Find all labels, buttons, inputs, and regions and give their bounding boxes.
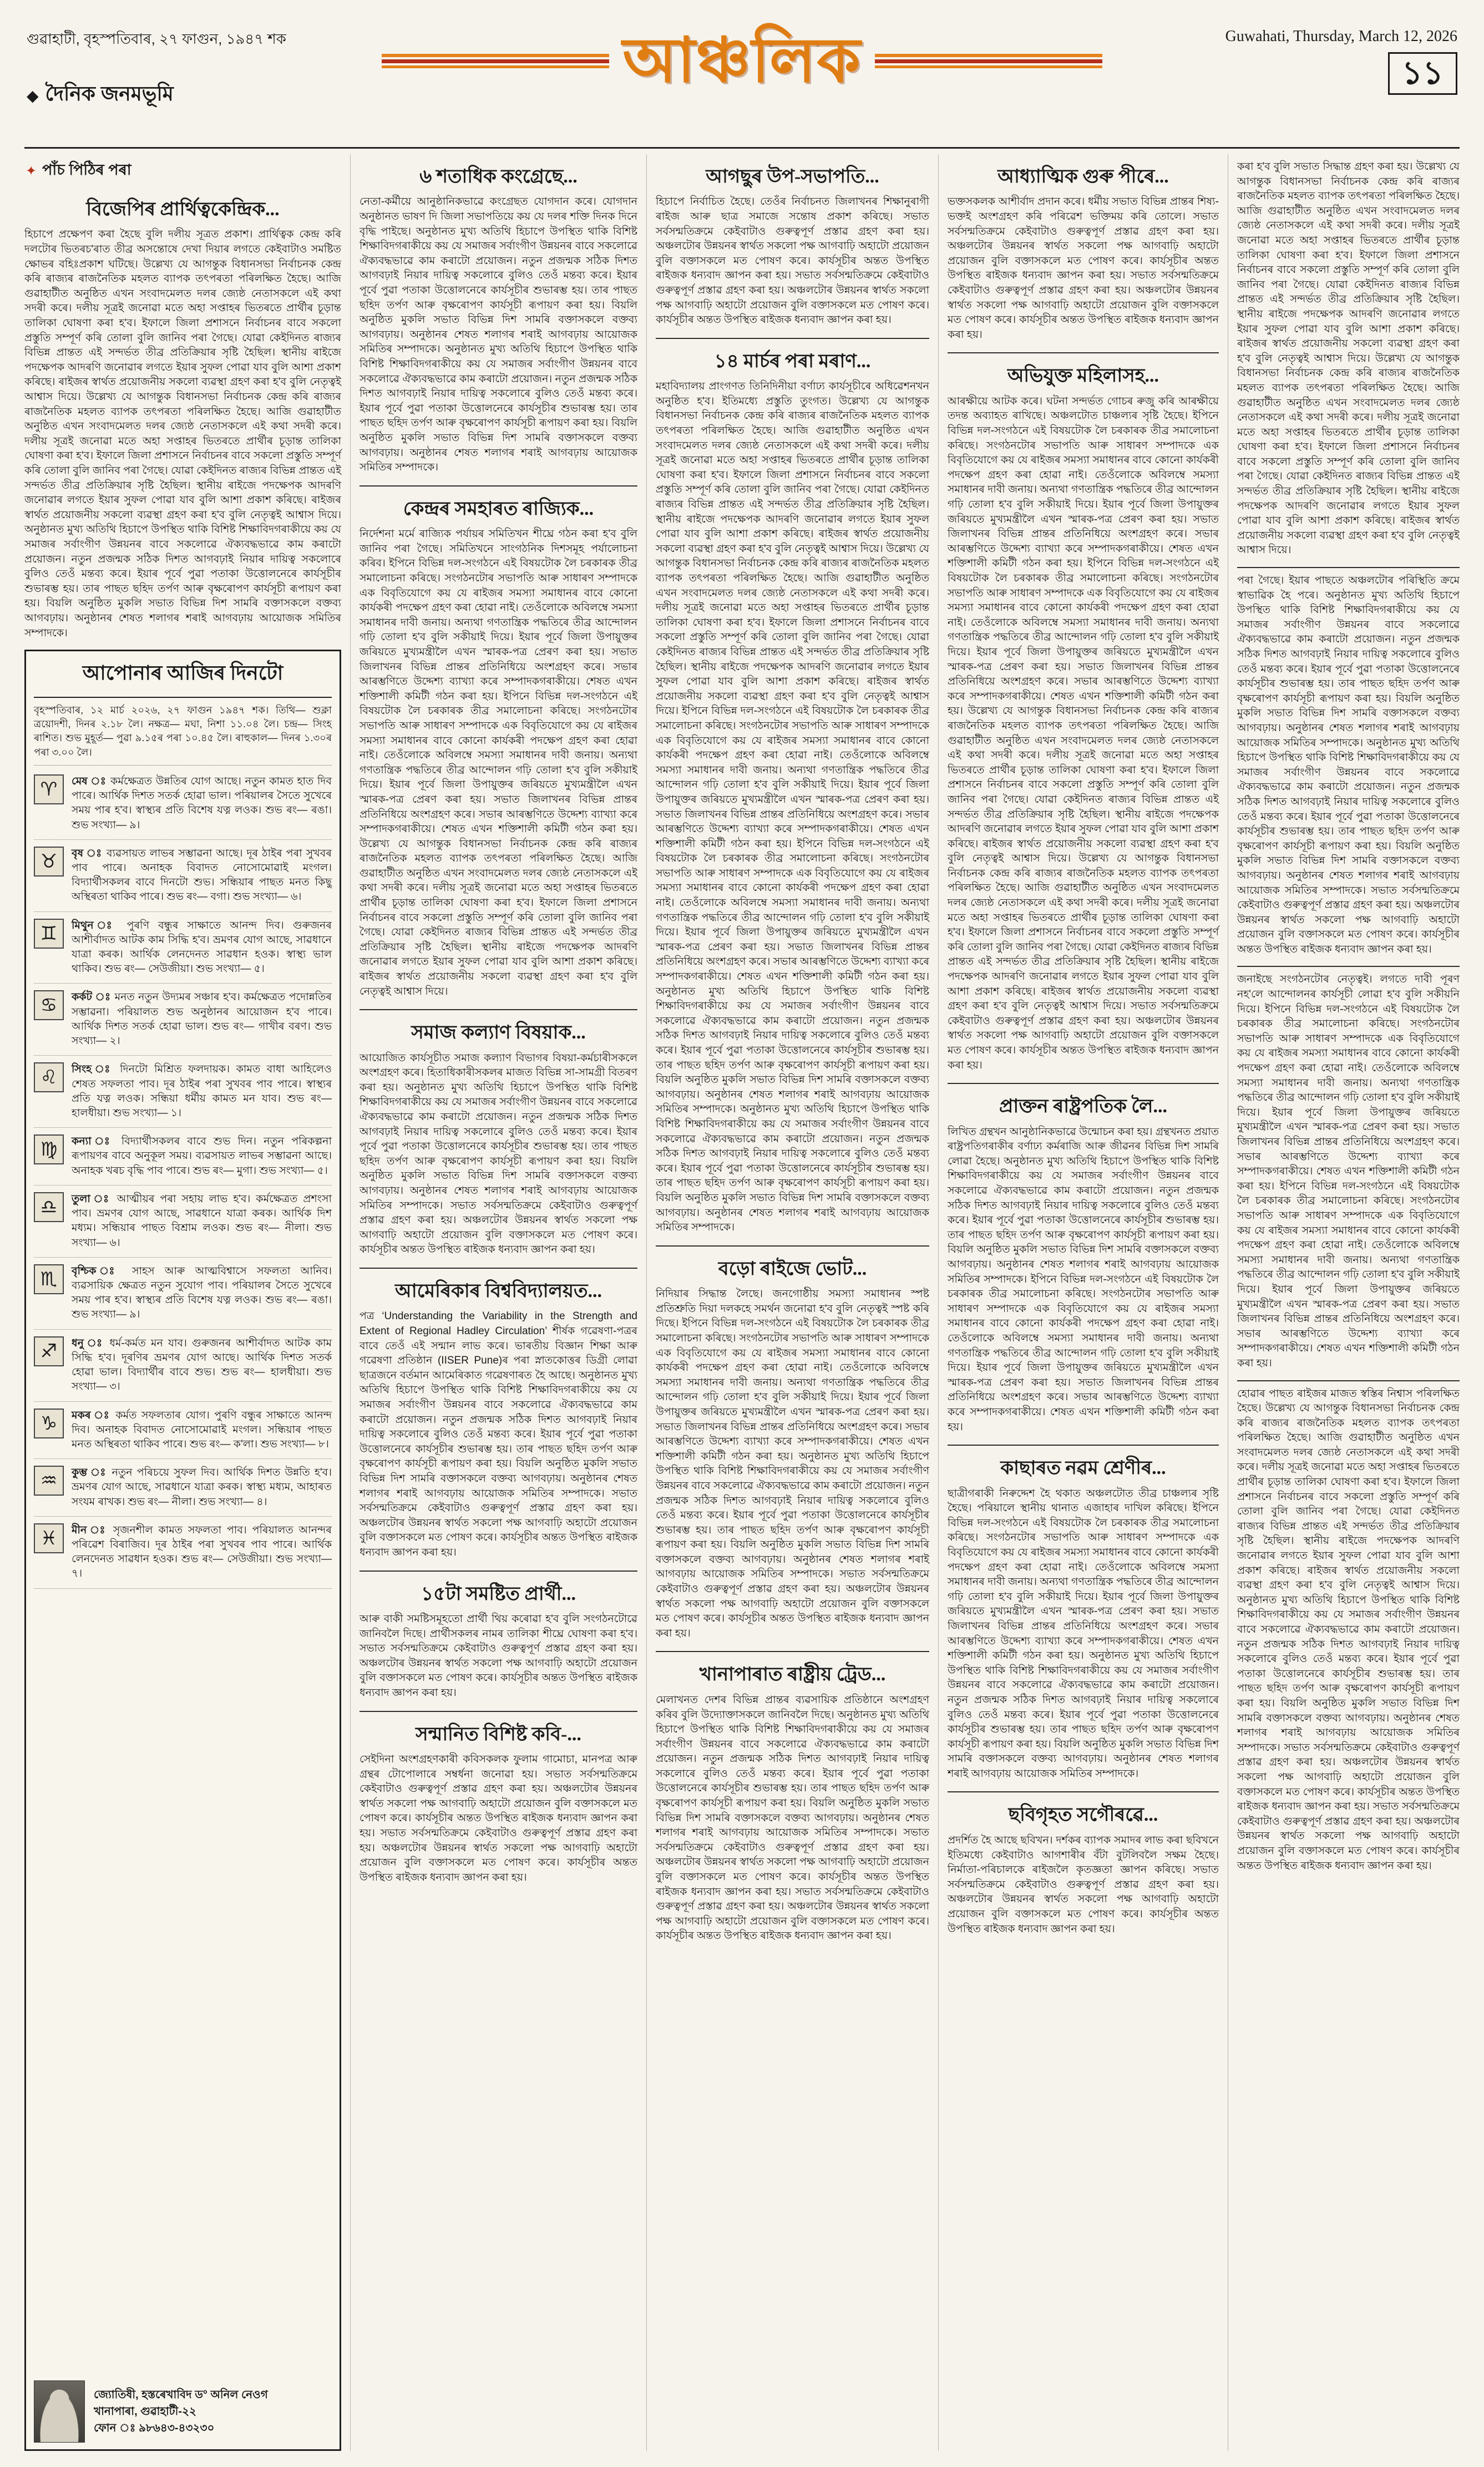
sign-text: ধনু ঃ ধৰ্ম-কৰ্মত মন যাব। গুৰুজনৰ আশীৰ্বাদত আটক কাম সিদ্ধি হ'ব। দূৰণিৰ ভ্ৰমণৰ যোগ আছে। আৰ্থিক দিশত সতৰ্ক হোৱা ভাল। বিদ্যাৰ্থীৰ বাবে শুভ। শুভ ৰং— হালধীয়া। শুভ সংখ্যা— ৩।	[72, 1337, 332, 1393]
article-march14	[656, 339, 929, 1247]
article-bjp	[24, 187, 341, 646]
headline: কাছাৰত নৱম শ্ৰেণীৰ...	[1000, 1458, 1166, 1479]
headline: সন্মানিত বিশিষ্ট কবি-...	[416, 1724, 581, 1745]
continuation-block	[1237, 1381, 1460, 1883]
horoscope-sign-row	[34, 1128, 332, 1186]
column-2	[351, 154, 647, 2451]
sign-text: কুম্ভ ঃ নতুন পৰিচয়ে সুফল দিব। আৰ্থিক দিশত উন্নতি হ'ব। ভ্ৰমণৰ যোগ আছে, সাৱধানে যাত্ৰা কৰক। স্বাস্থ্য মধ্যম, আহাৰত সংযম ৰাখক। শুভ ৰং— নীলা। শুভ সংখ্যা— ৪।	[72, 1467, 332, 1508]
horoscope-sign-row	[34, 984, 332, 1056]
article-body: নিদিয়াৰ সিদ্ধান্ত লৈছে। জনগোষ্ঠীয় সমস্যা সমাধানৰ স্পষ্ট প্ৰতিশ্ৰুতি দিয়া দলকহে সমৰ্থন জনোৱা হ'ব বুলি নেতৃত্বই স্পষ্ট কৰি দিছে। ইপিনে বিভিন্ন দল-সংগঠনে এই বিষয়টোক লৈ চৰকাৰক তীব্ৰ সমালোচনা কৰিছে। সংগঠনটোৰ সভাপতি আৰু সাধাৰণ সম্পাদকে এক বিবৃতিযোগে কয় যে ৰাইজৰ সমস্যা সমাধানৰ বাবে কোনো কাৰ্যকৰী পদক্ষেপ গ্ৰহণ কৰা হোৱা নাই। তেওঁলোকে অবিলম্বে সমস্যা সমাধানৰ দাবী জনায়। অন্যথা গণতান্ত্ৰিক পদ্ধতিৰে তীব্ৰ আন্দোলন গঢ়ি তোলা হ'ব বুলি সকীয়াই দিয়ে। ইয়াৰ পূৰ্বে জিলা উপায়ুক্তৰ জৰিয়তে মুখ্যমন্ত্ৰীলৈ এখন স্মাৰক-পত্ৰ প্ৰেৰণ কৰা হয়। সভাত জিলাখনৰ বিভিন্ন প্ৰান্তৰ প্ৰতিনিধিয়ে অংশগ্ৰহণ কৰে। সভাৰ আৰম্ভণিতে উদ্দেশ্য ব্যাখ্যা কৰে সম্পাদকগৰাকীয়ে। শেষত এখন শক্তিশালী কমিটী গঠন কৰা হয়। অনুষ্ঠানত মুখ্য অতিথি হিচাপে উপস্থিত থাকি বিশিষ্ট শিক্ষাবিদগৰাকীয়ে কয় যে সমাজৰ সৰ্বাংগীণ উন্নয়নৰ বাবে সকলোৱে ঐক্যবদ্ধভাৱে কাম কৰাটো প্ৰয়োজন। নতুন প্ৰজন্মক সঠিক দিশত আগবঢ়াই নিয়াৰ দায়িত্ব সকলোৰে বুলিও তেওঁ মন্তব্য কৰে। ইয়াৰ পূৰ্বে পুৱা পতাকা উত্তোলনেৰে কাৰ্যসূচীৰ শুভাৰম্ভ হয়। তাৰ পাছত ছহিদ তৰ্পণ আৰু বৃক্ষৰোপণ কাৰ্যসূচী ৰূপায়ণ কৰা হয়। বিয়লি অনুষ্ঠিত মুকলি সভাত বিভিন্ন দিশ সামৰি বক্তাসকলে বক্তব্য আগবঢ়ায়। অনুষ্ঠানৰ শেষত শলাগৰ শৰাই আগবঢ়ায় আয়োজক সমিতিৰ সম্পাদকে। সভাত সৰ্বসন্মতিক্ৰমে কেইবাটাও গুৰুত্বপূৰ্ণ প্ৰস্তাৱ গ্ৰহণ কৰা হয়। অঞ্চলটোৰ উন্নয়নৰ স্বাৰ্থত সকলো পক্ষ আগবাঢ়ি অহাটো প্ৰয়োজন বুলি বক্তাসকলে মত পোষণ কৰে। কাৰ্যসূচীৰ অন্তত উপস্থিত ৰাইজক ধন্যবাদ জ্ঞাপন কৰা হয়।	[656, 1288, 930, 1639]
horoscope-title: আপোনাৰ আজিৰ দিনটো	[34, 658, 332, 698]
ornament-icon: ✦	[26, 164, 37, 179]
continuation-block	[1237, 967, 1460, 1381]
astrologer-photo	[34, 2380, 85, 2443]
sign-text: কৰ্কট ঃ মনত নতুন উদ্যমৰ সঞ্চাৰ হ'ব। কৰ্মক্ষেত্ৰত পদোন্নতিৰ সম্ভাৱনা। পৰিয়ালত শুভ অনুষ্ঠানৰ আয়োজন হ'ব পাৰে। আৰ্থিক দিশত সতৰ্ক হোৱা ভাল। শুভ ৰং— গাখীৰ বৰণ। শুভ সংখ্যা— ২।	[72, 991, 332, 1047]
diamond-icon: ◆	[27, 87, 39, 104]
astrologer-name: জ্যোতিষী, হস্তৰেখাবিদ ড° অনিল নেওগ	[94, 2389, 268, 2401]
dateline-assamese: গুৱাহাটী, বৃহস্পতিবাৰ, ২৭ ফাগুন, ১৯৪৭ শক	[27, 31, 286, 47]
article-mahila	[948, 353, 1219, 1084]
headline: আমেৰিকাৰ বিশ্ববিদ্যালয়ত...	[394, 1281, 602, 1301]
article-body: নিৰ্দেশনা মৰ্মে ৰাজ্যিক পৰ্যায়ৰ সমিতিখন শীঘ্ৰে গঠন কৰা হ'ব বুলি জানিব পৰা গৈছে। সমিতিখনে সাংগঠনিক দিশসমূহ পৰ্যালোচনা কৰিব। ইপিনে বিভিন্ন দল-সংগঠনে এই বিষয়টোক লৈ চৰকাৰক তীব্ৰ সমালোচনা কৰিছে। সংগঠনটোৰ সভাপতি আৰু সাধাৰণ সম্পাদকে এক বিবৃতিযোগে কয় যে ৰাইজৰ সমস্যা সমাধানৰ বাবে কোনো কাৰ্যকৰী পদক্ষেপ গ্ৰহণ কৰা হোৱা নাই। তেওঁলোকে অবিলম্বে সমস্যা সমাধানৰ দাবী জনায়। অন্যথা গণতান্ত্ৰিক পদ্ধতিৰে তীব্ৰ আন্দোলন গঢ়ি তোলা হ'ব বুলি সকীয়াই দিয়ে। ইয়াৰ পূৰ্বে জিলা উপায়ুক্তৰ জৰিয়তে মুখ্যমন্ত্ৰীলৈ এখন স্মাৰক-পত্ৰ প্ৰেৰণ কৰা হয়। সভাত জিলাখনৰ বিভিন্ন প্ৰান্তৰ প্ৰতিনিধিয়ে অংশগ্ৰহণ কৰে। সভাৰ আৰম্ভণিতে উদ্দেশ্য ব্যাখ্যা কৰে সম্পাদকগৰাকীয়ে। শেষত এখন শক্তিশালী কমিটী গঠন কৰা হয়। ইপিনে বিভিন্ন দল-সংগঠনে এই বিষয়টোক লৈ চৰকাৰক তীব্ৰ সমালোচনা কৰিছে। সংগঠনটোৰ সভাপতি আৰু সাধাৰণ সম্পাদকে এক বিবৃতিযোগে কয় যে ৰাইজৰ সমস্যা সমাধানৰ বাবে কোনো কাৰ্যকৰী পদক্ষেপ গ্ৰহণ কৰা হোৱা নাই। তেওঁলোকে অবিলম্বে সমস্যা সমাধানৰ দাবী জনায়। অন্যথা গণতান্ত্ৰিক পদ্ধতিৰে তীব্ৰ আন্দোলন গঢ়ি তোলা হ'ব বুলি সকীয়াই দিয়ে। ইয়াৰ পূৰ্বে জিলা উপায়ুক্তৰ জৰিয়তে মুখ্যমন্ত্ৰীলৈ এখন স্মাৰক-পত্ৰ প্ৰেৰণ কৰা হয়। সভাত জিলাখনৰ বিভিন্ন প্ৰান্তৰ প্ৰতিনিধিয়ে অংশগ্ৰহণ কৰে। সভাৰ আৰম্ভণিতে উদ্দেশ্য ব্যাখ্যা কৰে সম্পাদকগৰাকীয়ে। শেষত এখন শক্তিশালী কমিটী গঠন কৰা হয়। উল্লেখ্য যে আগন্তুক বিধানসভা নিৰ্বাচনক কেন্দ্ৰ কৰি ৰাজ্যৰ ৰাজনৈতিক মহলত ব্যাপক তৎপৰতা পৰিলক্ষিত হৈছে। আজি গুৱাহাটীত অনুষ্ঠিত এখন সংবাদমেলত দলৰ জ্যেষ্ঠ নেতাসকলে এই কথা সদৰী কৰে। দলীয় সূত্ৰই জনোৱা মতে অহা সপ্তাহৰ ভিতৰতে প্ৰাৰ্থীৰ চূড়ান্ত তালিকা ঘোষণা কৰা হ'ব। ইফালে জিলা প্ৰশাসনে নিৰ্বাচনৰ বাবে সকলো প্ৰস্তুতি সম্পূৰ্ণ কৰি তোলা বুলি জানিব পৰা গৈছে। যোৱা কেইদিনত ৰাজ্যৰ বিভিন্ন প্ৰান্তত এই সন্দৰ্ভত তীব্ৰ প্ৰতিক্ৰিয়াৰ সৃষ্টি হৈছিল। স্থানীয় ৰাইজে পদক্ষেপক আদৰণি জনোৱাৰ লগতে ইয়াৰ সুফল পোৱা যাব বুলি আশা প্ৰকাশ কৰিছে। ৰাইজৰ স্বাৰ্থত প্ৰয়োজনীয় সকলো ব্যৱস্থা গ্ৰহণ কৰা হ'ব বুলি নেতৃত্বই আশ্বাস দিয়ে।	[359, 528, 638, 997]
headline: ৬ শতাধিক কংগ্ৰেছে...	[419, 166, 578, 187]
headline: আগছুৰ উপ-সভাপতি...	[706, 166, 879, 187]
article-cinema	[948, 1792, 1219, 1947]
headline: কেন্দ্ৰৰ সমহাৰত ৰাজ্যিক...	[403, 498, 594, 519]
article-body: পত্ৰ ‘Understanding the Variability in the Strength and Extent of Regional Hadley Circulation’ শীৰ্ষক গৱেষণা-পত্ৰৰ বাবে তেওঁ এই সন্মান লাভ কৰে। ভাৰতীয় বিজ্ঞান শিক্ষা আৰু গৱেষণা প্ৰতিষ্ঠান (IISER Pune)ৰ পৰা স্নাতকোত্তৰ ডিগ্ৰী লোৱা ছাত্ৰজনে বৰ্তমান আমেৰিকাত গৱেষণাৰত হৈ আছে। অনুষ্ঠানত মুখ্য অতিথি হিচাপে উপস্থিত থাকি বিশিষ্ট শিক্ষাবিদগৰাকীয়ে কয় যে সমাজৰ সৰ্বাংগীণ উন্নয়নৰ বাবে সকলোৱে ঐক্যবদ্ধভাৱে কাম কৰাটো প্ৰয়োজন। নতুন প্ৰজন্মক সঠিক দিশত আগবঢ়াই নিয়াৰ দায়িত্ব সকলোৰে বুলিও তেওঁ মন্তব্য কৰে। ইয়াৰ পূৰ্বে পুৱা পতাকা উত্তোলনেৰে কাৰ্যসূচীৰ শুভাৰম্ভ হয়। তাৰ পাছত ছহিদ তৰ্পণ আৰু বৃক্ষৰোপণ কাৰ্যসূচী ৰূপায়ণ কৰা হয়। বিয়লি অনুষ্ঠিত মুকলি সভাত বিভিন্ন দিশ সামৰি বক্তাসকলে বক্তব্য আগবঢ়ায়। অনুষ্ঠানৰ শেষত শলাগৰ শৰাই আগবঢ়ায় আয়োজক সমিতিৰ সম্পাদকে। সভাত সৰ্বসন্মতিক্ৰমে কেইবাটাও গুৰুত্বপূৰ্ণ প্ৰস্তাৱ গ্ৰহণ কৰা হয়। অঞ্চলটোৰ উন্নয়নৰ স্বাৰ্থত সকলো পক্ষ আগবাঢ়ি অহাটো প্ৰয়োজন বুলি বক্তাসকলে মত পোষণ কৰে। কাৰ্যসূচীৰ অন্তত উপস্থিত ৰাইজক ধন্যবাদ জ্ঞাপন কৰা হয়।	[359, 1310, 638, 1558]
horoscope-box	[24, 650, 341, 2451]
continuation-block	[1237, 154, 1460, 568]
taurus-icon: ♉	[34, 847, 64, 877]
libra-icon: ♎	[34, 1192, 64, 1222]
article-body: আৰু বাকী সমষ্টিসমূহতো প্ৰাৰ্থী থিয় কৰোৱা হ'ব বুলি সংগঠনটোৱে জানিবলৈ দিছে। প্ৰাৰ্থীসকলৰ নামৰ তালিকা শীঘ্ৰে ঘোষণা কৰা হ'ব। সভাত সৰ্বসন্মতিক্ৰমে কেইবাটাও গুৰুত্বপূৰ্ণ প্ৰস্তাৱ গ্ৰহণ কৰা হয়। অঞ্চলটোৰ উন্নয়নৰ স্বাৰ্থত সকলো পক্ষ আগবাঢ়ি অহাটো প্ৰয়োজন বুলি বক্তাসকলে মত পোষণ কৰে। কাৰ্যসূচীৰ অন্তত উপস্থিত ৰাইজক ধন্যবাদ জ্ঞাপন কৰা হয়।	[359, 1613, 637, 1699]
sign-text: মকৰ ঃ কৰ্মত সফলতাৰ যোগ। পুৰণি বন্ধুৰ সাক্ষাতে আনন্দ দিব। অনাহক বিবাদত নোসোমোৱাই মংগল। সন্ধিয়াৰ পাছত মনত অস্থিৰতা থাকিব পাৰে। শুভ ৰং— ক'লা। শুভ সংখ্যা— ৮।	[72, 1409, 332, 1450]
astrologer-address: খানাপাৰা, গুৱাহাটী-২২	[94, 2405, 197, 2418]
article-body: লিখিত গ্ৰন্থখন আনুষ্ঠানিকভাৱে উন্মোচন কৰা হয়। গ্ৰন্থখনত প্ৰয়াত ৰাষ্ট্ৰপতিগৰাকীৰ বৰ্ণাঢ্য কৰ্মৰাজি আৰু জীৱনৰ বিভিন্ন দিশ সামৰি লোৱা হৈছে। অনুষ্ঠানত মুখ্য অতিথি হিচাপে উপস্থিত থাকি বিশিষ্ট শিক্ষাবিদগৰাকীয়ে কয় যে সমাজৰ সৰ্বাংগীণ উন্নয়নৰ বাবে সকলোৱে ঐক্যবদ্ধভাৱে কাম কৰাটো প্ৰয়োজন। নতুন প্ৰজন্মক সঠিক দিশত আগবঢ়াই নিয়াৰ দায়িত্ব সকলোৰে বুলিও তেওঁ মন্তব্য কৰে। ইয়াৰ পূৰ্বে পুৱা পতাকা উত্তোলনেৰে কাৰ্যসূচীৰ শুভাৰম্ভ হয়। তাৰ পাছত ছহিদ তৰ্পণ আৰু বৃক্ষৰোপণ কাৰ্যসূচী ৰূপায়ণ কৰা হয়। বিয়লি অনুষ্ঠিত মুকলি সভাত বিভিন্ন দিশ সামৰি বক্তাসকলে বক্তব্য আগবঢ়ায়। অনুষ্ঠানৰ শেষত শলাগৰ শৰাই আগবঢ়ায় আয়োজক সমিতিৰ সম্পাদকে। ইপিনে বিভিন্ন দল-সংগঠনে এই বিষয়টোক লৈ চৰকাৰক তীব্ৰ সমালোচনা কৰিছে। সংগঠনটোৰ সভাপতি আৰু সাধাৰণ সম্পাদকে এক বিবৃতিযোগে কয় যে ৰাইজৰ সমস্যা সমাধানৰ বাবে কোনো কাৰ্যকৰী পদক্ষেপ গ্ৰহণ কৰা হোৱা নাই। তেওঁলোকে অবিলম্বে সমস্যা সমাধানৰ দাবী জনায়। অন্যথা গণতান্ত্ৰিক পদ্ধতিৰে তীব্ৰ আন্দোলন গঢ়ি তোলা হ'ব বুলি সকীয়াই দিয়ে। ইয়াৰ পূৰ্বে জিলা উপায়ুক্তৰ জৰিয়তে মুখ্যমন্ত্ৰীলৈ এখন স্মাৰক-পত্ৰ প্ৰেৰণ কৰা হয়। সভাত জিলাখনৰ বিভিন্ন প্ৰান্তৰ প্ৰতিনিধিয়ে অংশগ্ৰহণ কৰে। সভাৰ আৰম্ভণিতে উদ্দেশ্য ব্যাখ্যা কৰে সম্পাদকগৰাকীয়ে। শেষত এখন শক্তিশালী কমিটী গঠন কৰা হয়।	[948, 1126, 1219, 1433]
headline: ছবিগৃহত সগৌৰৱে...	[1008, 1805, 1158, 1826]
pisces-icon: ♓	[34, 1523, 64, 1553]
virgo-icon: ♍	[34, 1134, 64, 1164]
dateline-english: Guwahati, Thursday, March 12, 2026	[1225, 28, 1457, 45]
paper-name	[27, 79, 382, 112]
article-bodo	[656, 1247, 929, 1653]
article-body: মেলাখনত দেশৰ বিভিন্ন প্ৰান্তৰ ব্যৱসায়িক প্ৰতিষ্ঠানে অংশগ্ৰহণ কৰিব বুলি উদ্যোক্তাসকলে জানিবলৈ দিছে। অনুষ্ঠানত মুখ্য অতিথি হিচাপে উপস্থিত থাকি বিশিষ্ট শিক্ষাবিদগৰাকীয়ে কয় যে সমাজৰ সৰ্বাংগীণ উন্নয়নৰ বাবে সকলোৱে ঐক্যবদ্ধভাৱে কাম কৰাটো প্ৰয়োজন। নতুন প্ৰজন্মক সঠিক দিশত আগবঢ়াই নিয়াৰ দায়িত্ব সকলোৰে বুলিও তেওঁ মন্তব্য কৰে। ইয়াৰ পূৰ্বে পুৱা পতাকা উত্তোলনেৰে কাৰ্যসূচীৰ শুভাৰম্ভ হয়। তাৰ পাছত ছহিদ তৰ্পণ আৰু বৃক্ষৰোপণ কাৰ্যসূচী ৰূপায়ণ কৰা হয়। বিয়লি অনুষ্ঠিত মুকলি সভাত বিভিন্ন দিশ সামৰি বক্তাসকলে বক্তব্য আগবঢ়ায়। অনুষ্ঠানৰ শেষত শলাগৰ শৰাই আগবঢ়ায় আয়োজক সমিতিৰ সম্পাদকে। সভাত সৰ্বসন্মতিক্ৰমে কেইবাটাও গুৰুত্বপূৰ্ণ প্ৰস্তাৱ গ্ৰহণ কৰা হয়। অঞ্চলটোৰ উন্নয়নৰ স্বাৰ্থত সকলো পক্ষ আগবাঢ়ি অহাটো প্ৰয়োজন বুলি বক্তাসকলে মত পোষণ কৰে। কাৰ্যসূচীৰ অন্তত উপস্থিত ৰাইজক ধন্যবাদ জ্ঞাপন কৰা হয়। সভাত সৰ্বসন্মতিক্ৰমে কেইবাটাও গুৰুত্বপূৰ্ণ প্ৰস্তাৱ গ্ৰহণ কৰা হয়। অঞ্চলটোৰ উন্নয়নৰ স্বাৰ্থত সকলো পক্ষ আগবাঢ়ি অহাটো প্ৰয়োজন বুলি বক্তাসকলে মত পোষণ কৰে। কাৰ্যসূচীৰ অন্তত উপস্থিত ৰাইজক ধন্যবাদ জ্ঞাপন কৰা হয়।	[656, 1694, 930, 1942]
article-trade	[656, 1652, 929, 1954]
article-body: আৰক্ষীয়ে আটক কৰে। ঘটনা সন্দৰ্ভত গোচৰ ৰুজু কৰি আৰক্ষীয়ে তদন্ত অব্যাহত ৰাখিছে। অঞ্চলটোত চাঞ্চল্যৰ সৃষ্টি হৈছে। ইপিনে বিভিন্ন দল-সংগঠনে এই বিষয়টোক লৈ চৰকাৰক তীব্ৰ সমালোচনা কৰিছে। সংগঠনটোৰ সভাপতি আৰু সাধাৰণ সম্পাদকে এক বিবৃতিযোগে কয় যে ৰাইজৰ সমস্যা সমাধানৰ বাবে কোনো কাৰ্যকৰী পদক্ষেপ গ্ৰহণ কৰা হোৱা নাই। তেওঁলোকে অবিলম্বে সমস্যা সমাধানৰ দাবী জনায়। অন্যথা গণতান্ত্ৰিক পদ্ধতিৰে তীব্ৰ আন্দোলন গঢ়ি তোলা হ'ব বুলি সকীয়াই দিয়ে। ইয়াৰ পূৰ্বে জিলা উপায়ুক্তৰ জৰিয়তে মুখ্যমন্ত্ৰীলৈ এখন স্মাৰক-পত্ৰ প্ৰেৰণ কৰা হয়। সভাত জিলাখনৰ বিভিন্ন প্ৰান্তৰ প্ৰতিনিধিয়ে অংশগ্ৰহণ কৰে। সভাৰ আৰম্ভণিতে উদ্দেশ্য ব্যাখ্যা কৰে সম্পাদকগৰাকীয়ে। শেষত এখন শক্তিশালী কমিটী গঠন কৰা হয়। ইপিনে বিভিন্ন দল-সংগঠনে এই বিষয়টোক লৈ চৰকাৰক তীব্ৰ সমালোচনা কৰিছে। সংগঠনটোৰ সভাপতি আৰু সাধাৰণ সম্পাদকে এক বিবৃতিযোগে কয় যে ৰাইজৰ সমস্যা সমাধানৰ বাবে কোনো কাৰ্যকৰী পদক্ষেপ গ্ৰহণ কৰা হোৱা নাই। তেওঁলোকে অবিলম্বে সমস্যা সমাধানৰ দাবী জনায়। অন্যথা গণতান্ত্ৰিক পদ্ধতিৰে তীব্ৰ আন্দোলন গঢ়ি তোলা হ'ব বুলি সকীয়াই দিয়ে। ইয়াৰ পূৰ্বে জিলা উপায়ুক্তৰ জৰিয়তে মুখ্যমন্ত্ৰীলৈ এখন স্মাৰক-পত্ৰ প্ৰেৰণ কৰা হয়। সভাত জিলাখনৰ বিভিন্ন প্ৰান্তৰ প্ৰতিনিধিয়ে অংশগ্ৰহণ কৰে। সভাৰ আৰম্ভণিতে উদ্দেশ্য ব্যাখ্যা কৰে সম্পাদকগৰাকীয়ে। শেষত এখন শক্তিশালী কমিটী গঠন কৰা হয়। উল্লেখ্য যে আগন্তুক বিধানসভা নিৰ্বাচনক কেন্দ্ৰ কৰি ৰাজ্যৰ ৰাজনৈতিক মহলত ব্যাপক তৎপৰতা পৰিলক্ষিত হৈছে। আজি গুৱাহাটীত অনুষ্ঠিত এখন সংবাদমেলত দলৰ জ্যেষ্ঠ নেতাসকলে এই কথা সদৰী কৰে। দলীয় সূত্ৰই জনোৱা মতে অহা সপ্তাহৰ ভিতৰতে প্ৰাৰ্থীৰ চূড়ান্ত তালিকা ঘোষণা কৰা হ'ব। ইফালে জিলা প্ৰশাসনে নিৰ্বাচনৰ বাবে সকলো প্ৰস্তুতি সম্পূৰ্ণ কৰি তোলা বুলি জানিব পৰা গৈছে। যোৱা কেইদিনত ৰাজ্যৰ বিভিন্ন প্ৰান্তত এই সন্দৰ্ভত তীব্ৰ প্ৰতিক্ৰিয়াৰ সৃষ্টি হৈছিল। স্থানীয় ৰাইজে পদক্ষেপক আদৰণি জনোৱাৰ লগতে ইয়াৰ সুফল পোৱা যাব বুলি আশা প্ৰকাশ কৰিছে। ৰাইজৰ স্বাৰ্থত প্ৰয়োজনীয় সকলো ব্যৱস্থা গ্ৰহণ কৰা হ'ব বুলি নেতৃত্বই আশ্বাস দিয়ে। উল্লেখ্য যে আগন্তুক বিধানসভা নিৰ্বাচনক কেন্দ্ৰ কৰি ৰাজ্যৰ ৰাজনৈতিক মহলত ব্যাপক তৎপৰতা পৰিলক্ষিত হৈছে। আজি গুৱাহাটীত অনুষ্ঠিত এখন সংবাদমেলত দলৰ জ্যেষ্ঠ নেতাসকলে এই কথা সদৰী কৰে। দলীয় সূত্ৰই জনোৱা মতে অহা সপ্তাহৰ ভিতৰতে প্ৰাৰ্থীৰ চূড়ান্ত তালিকা ঘোষণা কৰা হ'ব। ইফালে জিলা প্ৰশাসনে নিৰ্বাচনৰ বাবে সকলো প্ৰস্তুতি সম্পূৰ্ণ কৰি তোলা বুলি জানিব পৰা গৈছে। যোৱা কেইদিনত ৰাজ্যৰ বিভিন্ন প্ৰান্তত এই সন্দৰ্ভত তীব্ৰ প্ৰতিক্ৰিয়াৰ সৃষ্টি হৈছিল। স্থানীয় ৰাইজে পদক্ষেপক আদৰণি জনোৱাৰ লগতে ইয়াৰ সুফল পোৱা যাব বুলি আশা প্ৰকাশ কৰিছে। ৰাইজৰ স্বাৰ্থত প্ৰয়োজনীয় সকলো ব্যৱস্থা গ্ৰহণ কৰা হ'ব বুলি নেতৃত্বই আশ্বাস দিয়ে। সভাত সৰ্বসন্মতিক্ৰমে কেইবাটাও গুৰুত্বপূৰ্ণ প্ৰস্তাৱ গ্ৰহণ কৰা হয়। অঞ্চলটোৰ উন্নয়নৰ স্বাৰ্থত সকলো পক্ষ আগবাঢ়ি অহাটো প্ৰয়োজন বুলি বক্তাসকলে মত পোষণ কৰে। কাৰ্যসূচীৰ অন্তত উপস্থিত ৰাইজক ধন্যবাদ জ্ঞাপন কৰা হয়।	[948, 395, 1219, 1071]
continuation-body: হোৱাৰ পাছত ৰাইজৰ মাজত স্বস্তিৰ নিশ্বাস পৰিলক্ষিত হৈছে। উল্লেখ্য যে আগন্তুক বিধানসভা নিৰ্বাচনক কেন্দ্ৰ কৰি ৰাজ্যৰ ৰাজনৈতিক মহলত ব্যাপক তৎপৰতা পৰিলক্ষিত হৈছে। আজি গুৱাহাটীত অনুষ্ঠিত এখন সংবাদমেলত দলৰ জ্যেষ্ঠ নেতাসকলে এই কথা সদৰী কৰে। দলীয় সূত্ৰই জনোৱা মতে অহা সপ্তাহৰ ভিতৰতে প্ৰাৰ্থীৰ চূড়ান্ত তালিকা ঘোষণা কৰা হ'ব। ইফালে জিলা প্ৰশাসনে নিৰ্বাচনৰ বাবে সকলো প্ৰস্তুতি সম্পূৰ্ণ কৰি তোলা বুলি জানিব পৰা গৈছে। যোৱা কেইদিনত ৰাজ্যৰ বিভিন্ন প্ৰান্তত এই সন্দৰ্ভত তীব্ৰ প্ৰতিক্ৰিয়াৰ সৃষ্টি হৈছিল। স্থানীয় ৰাইজে পদক্ষেপক আদৰণি জনোৱাৰ লগতে ইয়াৰ সুফল পোৱা যাব বুলি আশা প্ৰকাশ কৰিছে। ৰাইজৰ স্বাৰ্থত প্ৰয়োজনীয় সকলো ব্যৱস্থা গ্ৰহণ কৰা হ'ব বুলি নেতৃত্বই আশ্বাস দিয়ে। অনুষ্ঠানত মুখ্য অতিথি হিচাপে উপস্থিত থাকি বিশিষ্ট শিক্ষাবিদগৰাকীয়ে কয় যে সমাজৰ সৰ্বাংগীণ উন্নয়নৰ বাবে সকলোৱে ঐক্যবদ্ধভাৱে কাম কৰাটো প্ৰয়োজন। নতুন প্ৰজন্মক সঠিক দিশত আগবঢ়াই নিয়াৰ দায়িত্ব সকলোৰে বুলিও তেওঁ মন্তব্য কৰে। ইয়াৰ পূৰ্বে পুৱা পতাকা উত্তোলনেৰে কাৰ্যসূচীৰ শুভাৰম্ভ হয়। তাৰ পাছত ছহিদ তৰ্পণ আৰু বৃক্ষৰোপণ কাৰ্যসূচী ৰূপায়ণ কৰা হয়। বিয়লি অনুষ্ঠিত মুকলি সভাত বিভিন্ন দিশ সামৰি বক্তাসকলে বক্তব্য আগবঢ়ায়। অনুষ্ঠানৰ শেষত শলাগৰ শৰাই আগবঢ়ায় আয়োজক সমিতিৰ সম্পাদকে। সভাত সৰ্বসন্মতিক্ৰমে কেইবাটাও গুৰুত্বপূৰ্ণ প্ৰস্তাৱ গ্ৰহণ কৰা হয়। অঞ্চলটোৰ উন্নয়নৰ স্বাৰ্থত সকলো পক্ষ আগবাঢ়ি অহাটো প্ৰয়োজন বুলি বক্তাসকলে মত পোষণ কৰে। কাৰ্যসূচীৰ অন্তত উপস্থিত ৰাইজক ধন্যবাদ জ্ঞাপন কৰা হয়। সভাত সৰ্বসন্মতিক্ৰমে কেইবাটাও গুৰুত্বপূৰ্ণ প্ৰস্তাৱ গ্ৰহণ কৰা হয়। অঞ্চলটোৰ উন্নয়নৰ স্বাৰ্থত সকলো পক্ষ আগবাঢ়ি অহাটো প্ৰয়োজন বুলি বক্তাসকলে মত পোষণ কৰে। কাৰ্যসূচীৰ অন্তত উপস্থিত ৰাইজক ধন্যবাদ জ্ঞাপন কৰা হয়।	[1237, 1387, 1460, 1872]
sign-text: বৃশ্চিক ঃ সাহস আৰু আত্মবিশ্বাসে সফলতা আনিব। ব্যৱসায়িক ক্ষেত্ৰত নতুন সুযোগ পাব। পৰিয়ালৰ সৈতে সুখেৰে সময় পাৰ হ'ব। স্বাস্থ্যৰ প্ৰতি বিশেষ যত্ন লওক। শুভ ৰং— ৰঙা। শুভ সংখ্যা— ৯।	[72, 1265, 332, 1321]
sign-text: মীন ঃ সৃজনশীল কামত সফলতা পাব। পৰিয়ালত আনন্দৰ পৰিৱেশ বিৰাজিব। দূৰ ঠাইৰ পৰা সুখবৰ পাব পাৰে। আৰ্থিক লেনদেনত সাৱধান হওক। শুভ ৰং— সেউজীয়া। শুভ সংখ্যা— ৭।	[72, 1524, 332, 1580]
sign-text: মিথুন ঃ পুৰণি বন্ধুৰ সাক্ষাতে আনন্দ দিব। গুৰুজনৰ আশীৰ্বাদত আটক কাম সিদ্ধি হ'ব। ভ্ৰমণৰ যোগ আছে, সাৱধানে যাত্ৰা কৰক। আৰ্থিক লেনদেনত সাৱধান হওক। স্বাস্থ্য ভাল থাকিব। শুভ ৰং— সেউজীয়া। শুভ সংখ্যা— ৫।	[72, 919, 332, 975]
headline: সমাজ কল্যাণ বিষয়াক...	[411, 1022, 586, 1043]
horoscope-sign-row	[34, 1459, 332, 1517]
astrologer-info	[94, 2387, 268, 2436]
headline: প্ৰাক্তন ৰাষ্ট্ৰপতিক লৈ...	[999, 1096, 1167, 1117]
column-3	[647, 154, 939, 2451]
horoscope-sign-row	[34, 1056, 332, 1128]
sign-text: সিংহ ঃ দিনটো মিশ্ৰিত ফলদায়ক। কামত বাধা আহিলেও শেষত সফলতা পাব। দূৰ ঠাইৰ পৰা সুখবৰ পাব পাৰে। স্বাস্থ্যৰ প্ৰতি যত্ন লওক। সন্ধিয়া ধৰ্মীয় কামত মন যাব। শুভ ৰং— হালধীয়া। শুভ সংখ্যা— ১।	[72, 1063, 332, 1119]
continuation-body: পৰা গৈছে। ইয়াৰ পাছতে অঞ্চলটোৰ পৰিস্থিতি ক্ৰমে স্বাভাৱিক হৈ পৰে। অনুষ্ঠানত মুখ্য অতিথি হিচাপে উপস্থিত থাকি বিশিষ্ট শিক্ষাবিদগৰাকীয়ে কয় যে সমাজৰ সৰ্বাংগীণ উন্নয়নৰ বাবে সকলোৱে ঐক্যবদ্ধভাৱে কাম কৰাটো প্ৰয়োজন। নতুন প্ৰজন্মক সঠিক দিশত আগবঢ়াই নিয়াৰ দায়িত্ব সকলোৰে বুলিও তেওঁ মন্তব্য কৰে। ইয়াৰ পূৰ্বে পুৱা পতাকা উত্তোলনেৰে কাৰ্যসূচীৰ শুভাৰম্ভ হয়। তাৰ পাছত ছহিদ তৰ্পণ আৰু বৃক্ষৰোপণ কাৰ্যসূচী ৰূপায়ণ কৰা হয়। বিয়লি অনুষ্ঠিত মুকলি সভাত বিভিন্ন দিশ সামৰি বক্তাসকলে বক্তব্য আগবঢ়ায়। অনুষ্ঠানৰ শেষত শলাগৰ শৰাই আগবঢ়ায় আয়োজক সমিতিৰ সম্পাদকে। অনুষ্ঠানত মুখ্য অতিথি হিচাপে উপস্থিত থাকি বিশিষ্ট শিক্ষাবিদগৰাকীয়ে কয় যে সমাজৰ সৰ্বাংগীণ উন্নয়নৰ বাবে সকলোৱে ঐক্যবদ্ধভাৱে কাম কৰাটো প্ৰয়োজন। নতুন প্ৰজন্মক সঠিক দিশত আগবঢ়াই নিয়াৰ দায়িত্ব সকলোৰে বুলিও তেওঁ মন্তব্য কৰে। ইয়াৰ পূৰ্বে পুৱা পতাকা উত্তোলনেৰে কাৰ্যসূচীৰ শুভাৰম্ভ হয়। তাৰ পাছত ছহিদ তৰ্পণ আৰু বৃক্ষৰোপণ কাৰ্যসূচী ৰূপায়ণ কৰা হয়। বিয়লি অনুষ্ঠিত মুকলি সভাত বিভিন্ন দিশ সামৰি বক্তাসকলে বক্তব্য আগবঢ়ায়। অনুষ্ঠানৰ শেষত শলাগৰ শৰাই আগবঢ়ায় আয়োজক সমিতিৰ সম্পাদকে। সভাত সৰ্বসন্মতিক্ৰমে কেইবাটাও গুৰুত্বপূৰ্ণ প্ৰস্তাৱ গ্ৰহণ কৰা হয়। অঞ্চলটোৰ উন্নয়নৰ স্বাৰ্থত সকলো পক্ষ আগবাঢ়ি অহাটো প্ৰয়োজন বুলি বক্তাসকলে মত পোষণ কৰে। কাৰ্যসূচীৰ অন্তত উপস্থিত ৰাইজক ধন্যবাদ জ্ঞাপন কৰা হয়।	[1237, 575, 1460, 955]
article-cachar	[948, 1446, 1219, 1792]
header-right	[1102, 22, 1457, 95]
article-body: ভক্তসকলক আশীৰ্বাদ প্ৰদান কৰে। ধৰ্মীয় সভাত বিভিন্ন প্ৰান্তৰ শিষ্য-ভক্তই অংশগ্ৰহণ কৰি পৰিৱেশ ভক্তিময় কৰি তোলে। সভাত সৰ্বসন্মতিক্ৰমে কেইবাটাও গুৰুত্বপূৰ্ণ প্ৰস্তাৱ গ্ৰহণ কৰা হয়। অঞ্চলটোৰ উন্নয়নৰ স্বাৰ্থত সকলো পক্ষ আগবাঢ়ি অহাটো প্ৰয়োজন বুলি বক্তাসকলে মত পোষণ কৰে। কাৰ্যসূচীৰ অন্তত উপস্থিত ৰাইজক ধন্যবাদ জ্ঞাপন কৰা হয়। সভাত সৰ্বসন্মতিক্ৰমে কেইবাটাও গুৰুত্বপূৰ্ণ প্ৰস্তাৱ গ্ৰহণ কৰা হয়। অঞ্চলটোৰ উন্নয়নৰ স্বাৰ্থত সকলো পক্ষ আগবাঢ়ি অহাটো প্ৰয়োজন বুলি বক্তাসকলে মত পোষণ কৰে। কাৰ্যসূচীৰ অন্তত উপস্থিত ৰাইজক ধন্যবাদ জ্ঞাপন কৰা হয়।	[948, 196, 1219, 341]
paper-name-text: দৈনিক জনমভূমি	[45, 82, 174, 105]
horoscope-sign-row	[34, 1330, 332, 1402]
article-body: মহাবিদ্যালয় প্ৰাংগণত তিনিদিনীয়া বৰ্ণাঢ্য কাৰ্যসূচীৰে অধিৱেশনখন অনুষ্ঠিত হ'ব। ইতিমধ্যে প্ৰস্তুতি তুংগত। উল্লেখ্য যে আগন্তুক বিধানসভা নিৰ্বাচনক কেন্দ্ৰ কৰি ৰাজ্যৰ ৰাজনৈতিক মহলত ব্যাপক তৎপৰতা পৰিলক্ষিত হৈছে। আজি গুৱাহাটীত অনুষ্ঠিত এখন সংবাদমেলত দলৰ জ্যেষ্ঠ নেতাসকলে এই কথা সদৰী কৰে। দলীয় সূত্ৰই জনোৱা মতে অহা সপ্তাহৰ ভিতৰতে প্ৰাৰ্থীৰ চূড়ান্ত তালিকা ঘোষণা কৰা হ'ব। ইফালে জিলা প্ৰশাসনে নিৰ্বাচনৰ বাবে সকলো প্ৰস্তুতি সম্পূৰ্ণ কৰি তোলা বুলি জানিব পৰা গৈছে। যোৱা কেইদিনত ৰাজ্যৰ বিভিন্ন প্ৰান্তত এই সন্দৰ্ভত তীব্ৰ প্ৰতিক্ৰিয়াৰ সৃষ্টি হৈছিল। স্থানীয় ৰাইজে পদক্ষেপক আদৰণি জনোৱাৰ লগতে ইয়াৰ সুফল পোৱা যাব বুলি আশা প্ৰকাশ কৰিছে। ৰাইজৰ স্বাৰ্থত প্ৰয়োজনীয় সকলো ব্যৱস্থা গ্ৰহণ কৰা হ'ব বুলি নেতৃত্বই আশ্বাস দিয়ে। উল্লেখ্য যে আগন্তুক বিধানসভা নিৰ্বাচনক কেন্দ্ৰ কৰি ৰাজ্যৰ ৰাজনৈতিক মহলত ব্যাপক তৎপৰতা পৰিলক্ষিত হৈছে। আজি গুৱাহাটীত অনুষ্ঠিত এখন সংবাদমেলত দলৰ জ্যেষ্ঠ নেতাসকলে এই কথা সদৰী কৰে। দলীয় সূত্ৰই জনোৱা মতে অহা সপ্তাহৰ ভিতৰতে প্ৰাৰ্থীৰ চূড়ান্ত তালিকা ঘোষণা কৰা হ'ব। ইফালে জিলা প্ৰশাসনে নিৰ্বাচনৰ বাবে সকলো প্ৰস্তুতি সম্পূৰ্ণ কৰি তোলা বুলি জানিব পৰা গৈছে। যোৱা কেইদিনত ৰাজ্যৰ বিভিন্ন প্ৰান্তত এই সন্দৰ্ভত তীব্ৰ প্ৰতিক্ৰিয়াৰ সৃষ্টি হৈছিল। স্থানীয় ৰাইজে পদক্ষেপক আদৰণি জনোৱাৰ লগতে ইয়াৰ সুফল পোৱা যাব বুলি আশা প্ৰকাশ কৰিছে। ৰাইজৰ স্বাৰ্থত প্ৰয়োজনীয় সকলো ব্যৱস্থা গ্ৰহণ কৰা হ'ব বুলি নেতৃত্বই আশ্বাস দিয়ে। ইপিনে বিভিন্ন দল-সংগঠনে এই বিষয়টোক লৈ চৰকাৰক তীব্ৰ সমালোচনা কৰিছে। সংগঠনটোৰ সভাপতি আৰু সাধাৰণ সম্পাদকে এক বিবৃতিযোগে কয় যে ৰাইজৰ সমস্যা সমাধানৰ বাবে কোনো কাৰ্যকৰী পদক্ষেপ গ্ৰহণ কৰা হোৱা নাই। তেওঁলোকে অবিলম্বে সমস্যা সমাধানৰ দাবী জনায়। অন্যথা গণতান্ত্ৰিক পদ্ধতিৰে তীব্ৰ আন্দোলন গঢ়ি তোলা হ'ব বুলি সকীয়াই দিয়ে। ইয়াৰ পূৰ্বে জিলা উপায়ুক্তৰ জৰিয়তে মুখ্যমন্ত্ৰীলৈ এখন স্মাৰক-পত্ৰ প্ৰেৰণ কৰা হয়। সভাত জিলাখনৰ বিভিন্ন প্ৰান্তৰ প্ৰতিনিধিয়ে অংশগ্ৰহণ কৰে। সভাৰ আৰম্ভণিতে উদ্দেশ্য ব্যাখ্যা কৰে সম্পাদকগৰাকীয়ে। শেষত এখন শক্তিশালী কমিটী গঠন কৰা হয়। ইপিনে বিভিন্ন দল-সংগঠনে এই বিষয়টোক লৈ চৰকাৰক তীব্ৰ সমালোচনা কৰিছে। সংগঠনটোৰ সভাপতি আৰু সাধাৰণ সম্পাদকে এক বিবৃতিযোগে কয় যে ৰাইজৰ সমস্যা সমাধানৰ বাবে কোনো কাৰ্যকৰী পদক্ষেপ গ্ৰহণ কৰা হোৱা নাই। তেওঁলোকে অবিলম্বে সমস্যা সমাধানৰ দাবী জনায়। অন্যথা গণতান্ত্ৰিক পদ্ধতিৰে তীব্ৰ আন্দোলন গঢ়ি তোলা হ'ব বুলি সকীয়াই দিয়ে। ইয়াৰ পূৰ্বে জিলা উপায়ুক্তৰ জৰিয়তে মুখ্যমন্ত্ৰীলৈ এখন স্মাৰক-পত্ৰ প্ৰেৰণ কৰা হয়। সভাত জিলাখনৰ বিভিন্ন প্ৰান্তৰ প্ৰতিনিধিয়ে অংশগ্ৰহণ কৰে। সভাৰ আৰম্ভণিতে উদ্দেশ্য ব্যাখ্যা কৰে সম্পাদকগৰাকীয়ে। শেষত এখন শক্তিশালী কমিটী গঠন কৰা হয়। অনুষ্ঠানত মুখ্য অতিথি হিচাপে উপস্থিত থাকি বিশিষ্ট শিক্ষাবিদগৰাকীয়ে কয় যে সমাজৰ সৰ্বাংগীণ উন্নয়নৰ বাবে সকলোৱে ঐক্যবদ্ধভাৱে কাম কৰাটো প্ৰয়োজন। নতুন প্ৰজন্মক সঠিক দিশত আগবঢ়াই নিয়াৰ দায়িত্ব সকলোৰে বুলিও তেওঁ মন্তব্য কৰে। ইয়াৰ পূৰ্বে পুৱা পতাকা উত্তোলনেৰে কাৰ্যসূচীৰ শুভাৰম্ভ হয়। তাৰ পাছত ছহিদ তৰ্পণ আৰু বৃক্ষৰোপণ কাৰ্যসূচী ৰূপায়ণ কৰা হয়। বিয়লি অনুষ্ঠিত মুকলি সভাত বিভিন্ন দিশ সামৰি বক্তাসকলে বক্তব্য আগবঢ়ায়। অনুষ্ঠানৰ শেষত শলাগৰ শৰাই আগবঢ়ায় আয়োজক সমিতিৰ সম্পাদকে। অনুষ্ঠানত মুখ্য অতিথি হিচাপে উপস্থিত থাকি বিশিষ্ট শিক্ষাবিদগৰাকীয়ে কয় যে সমাজৰ সৰ্বাংগীণ উন্নয়নৰ বাবে সকলোৱে ঐক্যবদ্ধভাৱে কাম কৰাটো প্ৰয়োজন। নতুন প্ৰজন্মক সঠিক দিশত আগবঢ়াই নিয়াৰ দায়িত্ব সকলোৰে বুলিও তেওঁ মন্তব্য কৰে। ইয়াৰ পূৰ্বে পুৱা পতাকা উত্তোলনেৰে কাৰ্যসূচীৰ শুভাৰম্ভ হয়। তাৰ পাছত ছহিদ তৰ্পণ আৰু বৃক্ষৰোপণ কাৰ্যসূচী ৰূপায়ণ কৰা হয়। বিয়লি অনুষ্ঠিত মুকলি সভাত বিভিন্ন দিশ সামৰি বক্তাসকলে বক্তব্য আগবঢ়ায়। অনুষ্ঠানৰ শেষত শলাগৰ শৰাই আগবঢ়ায় আয়োজক সমিতিৰ সম্পাদকে।	[656, 381, 930, 1234]
scorpio-icon: ♏	[34, 1264, 64, 1294]
column-4	[939, 154, 1228, 2451]
section-tag: ✦ পাঁচ পিঠিৰ পৰা	[26, 161, 131, 179]
article-body: প্ৰদৰ্শিত হৈ আছে ছবিখন। দৰ্শকৰ ব্যাপক সমাদৰ লাভ কৰা ছবিখনে ইতিমধ্যে কেইবাটাও আগশাৰীৰ বঁটা বুটলিবলৈ সক্ষম হৈছে। নিৰ্মাতা-পৰিচালকে ৰাইজলৈ কৃতজ্ঞতা জ্ঞাপন কৰিছে। সভাত সৰ্বসন্মতিক্ৰমে কেইবাটাও গুৰুত্বপূৰ্ণ প্ৰস্তাৱ গ্ৰহণ কৰা হয়। অঞ্চলটোৰ উন্নয়নৰ স্বাৰ্থত সকলো পক্ষ আগবাঢ়ি অহাটো প্ৰয়োজন বুলি বক্তাসকলে মত পোষণ কৰে। কাৰ্যসূচীৰ অন্তত উপস্থিত ৰাইজক ধন্যবাদ জ্ঞাপন কৰা হয়।	[948, 1834, 1219, 1935]
article-agsu	[656, 154, 929, 339]
article-kendra	[359, 487, 637, 1010]
astrologer-phone: ফোন ঃ ৯৮৬৪৩-৪৩২৩০	[94, 2422, 215, 2434]
article-body: ছাত্ৰীগৰাকী নিৰুদ্দেশ হৈ থকাত অঞ্চলটোত তীব্ৰ চাঞ্চল্যৰ সৃষ্টি হৈছে। পৰিয়ালে স্থানীয় থানাত এজাহাৰ দাখিল কৰিছে। ইপিনে বিভিন্ন দল-সংগঠনে এই বিষয়টোক লৈ চৰকাৰক তীব্ৰ সমালোচনা কৰিছে। সংগঠনটোৰ সভাপতি আৰু সাধাৰণ সম্পাদকে এক বিবৃতিযোগে কয় যে ৰাইজৰ সমস্যা সমাধানৰ বাবে কোনো কাৰ্যকৰী পদক্ষেপ গ্ৰহণ কৰা হোৱা নাই। তেওঁলোকে অবিলম্বে সমস্যা সমাধানৰ দাবী জনায়। অন্যথা গণতান্ত্ৰিক পদ্ধতিৰে তীব্ৰ আন্দোলন গঢ়ি তোলা হ'ব বুলি সকীয়াই দিয়ে। ইয়াৰ পূৰ্বে জিলা উপায়ুক্তৰ জৰিয়তে মুখ্যমন্ত্ৰীলৈ এখন স্মাৰক-পত্ৰ প্ৰেৰণ কৰা হয়। সভাত জিলাখনৰ বিভিন্ন প্ৰান্তৰ প্ৰতিনিধিয়ে অংশগ্ৰহণ কৰে। সভাৰ আৰম্ভণিতে উদ্দেশ্য ব্যাখ্যা কৰে সম্পাদকগৰাকীয়ে। শেষত এখন শক্তিশালী কমিটী গঠন কৰা হয়। অনুষ্ঠানত মুখ্য অতিথি হিচাপে উপস্থিত থাকি বিশিষ্ট শিক্ষাবিদগৰাকীয়ে কয় যে সমাজৰ সৰ্বাংগীণ উন্নয়নৰ বাবে সকলোৱে ঐক্যবদ্ধভাৱে কাম কৰাটো প্ৰয়োজন। নতুন প্ৰজন্মক সঠিক দিশত আগবঢ়াই নিয়াৰ দায়িত্ব সকলোৰে বুলিও তেওঁ মন্তব্য কৰে। ইয়াৰ পূৰ্বে পুৱা পতাকা উত্তোলনেৰে কাৰ্যসূচীৰ শুভাৰম্ভ হয়। তাৰ পাছত ছহিদ তৰ্পণ আৰু বৃক্ষৰোপণ কাৰ্যসূচী ৰূপায়ণ কৰা হয়। বিয়লি অনুষ্ঠিত মুকলি সভাত বিভিন্ন দিশ সামৰি বক্তাসকলে বক্তব্য আগবঢ়ায়। অনুষ্ঠানৰ শেষত শলাগৰ শৰাই আগবঢ়ায় আয়োজক সমিতিৰ সম্পাদকে।	[948, 1487, 1219, 1780]
continuation-body: জনাইছে সংগঠনটোৰ নেতৃত্বই। লগতে দাবী পূৰণ নহ'লে আন্দোলনৰ কাৰ্যসূচী লোৱা হ'ব বুলি সকীয়নি দিয়ে। ইপিনে বিভিন্ন দল-সংগঠনে এই বিষয়টোক লৈ চৰকাৰক তীব্ৰ সমালোচনা কৰিছে। সংগঠনটোৰ সভাপতি আৰু সাধাৰণ সম্পাদকে এক বিবৃতিযোগে কয় যে ৰাইজৰ সমস্যা সমাধানৰ বাবে কোনো কাৰ্যকৰী পদক্ষেপ গ্ৰহণ কৰা হোৱা নাই। তেওঁলোকে অবিলম্বে সমস্যা সমাধানৰ দাবী জনায়। অন্যথা গণতান্ত্ৰিক পদ্ধতিৰে তীব্ৰ আন্দোলন গঢ়ি তোলা হ'ব বুলি সকীয়াই দিয়ে। ইয়াৰ পূৰ্বে জিলা উপায়ুক্তৰ জৰিয়তে মুখ্যমন্ত্ৰীলৈ এখন স্মাৰক-পত্ৰ প্ৰেৰণ কৰা হয়। সভাত জিলাখনৰ বিভিন্ন প্ৰান্তৰ প্ৰতিনিধিয়ে অংশগ্ৰহণ কৰে। সভাৰ আৰম্ভণিতে উদ্দেশ্য ব্যাখ্যা কৰে সম্পাদকগৰাকীয়ে। শেষত এখন শক্তিশালী কমিটী গঠন কৰা হয়। ইপিনে বিভিন্ন দল-সংগঠনে এই বিষয়টোক লৈ চৰকাৰক তীব্ৰ সমালোচনা কৰিছে। সংগঠনটোৰ সভাপতি আৰু সাধাৰণ সম্পাদকে এক বিবৃতিযোগে কয় যে ৰাইজৰ সমস্যা সমাধানৰ বাবে কোনো কাৰ্যকৰী পদক্ষেপ গ্ৰহণ কৰা হোৱা নাই। তেওঁলোকে অবিলম্বে সমস্যা সমাধানৰ দাবী জনায়। অন্যথা গণতান্ত্ৰিক পদ্ধতিৰে তীব্ৰ আন্দোলন গঢ়ি তোলা হ'ব বুলি সকীয়াই দিয়ে। ইয়াৰ পূৰ্বে জিলা উপায়ুক্তৰ জৰিয়তে মুখ্যমন্ত্ৰীলৈ এখন স্মাৰক-পত্ৰ প্ৰেৰণ কৰা হয়। সভাত জিলাখনৰ বিভিন্ন প্ৰান্তৰ প্ৰতিনিধিয়ে অংশগ্ৰহণ কৰে। সভাৰ আৰম্ভণিতে উদ্দেশ্য ব্যাখ্যা কৰে সম্পাদকগৰাকীয়ে। শেষত এখন শক্তিশালী কমিটী গঠন কৰা হয়।	[1237, 974, 1460, 1369]
article-body: আয়োজিত কাৰ্যসূচীত সমাজ কল্যাণ বিভাগৰ বিষয়া-কৰ্মচাৰীসকলে অংশগ্ৰহণ কৰে। হিতাধিকাৰীসকলৰ মাজত বিভিন্ন সা-সামগ্ৰী বিতৰণ কৰা হয়। অনুষ্ঠানত মুখ্য অতিথি হিচাপে উপস্থিত থাকি বিশিষ্ট শিক্ষাবিদগৰাকীয়ে কয় যে সমাজৰ সৰ্বাংগীণ উন্নয়নৰ বাবে সকলোৱে ঐক্যবদ্ধভাৱে কাম কৰাটো প্ৰয়োজন। নতুন প্ৰজন্মক সঠিক দিশত আগবঢ়াই নিয়াৰ দায়িত্ব সকলোৰে বুলিও তেওঁ মন্তব্য কৰে। ইয়াৰ পূৰ্বে পুৱা পতাকা উত্তোলনেৰে কাৰ্যসূচীৰ শুভাৰম্ভ হয়। তাৰ পাছত ছহিদ তৰ্পণ আৰু বৃক্ষৰোপণ কাৰ্যসূচী ৰূপায়ণ কৰা হয়। বিয়লি অনুষ্ঠিত মুকলি সভাত বিভিন্ন দিশ সামৰি বক্তাসকলে বক্তব্য আগবঢ়ায়। অনুষ্ঠানৰ শেষত শলাগৰ শৰাই আগবঢ়ায় আয়োজক সমিতিৰ সম্পাদকে। সভাত সৰ্বসন্মতিক্ৰমে কেইবাটাও গুৰুত্বপূৰ্ণ প্ৰস্তাৱ গ্ৰহণ কৰা হয়। অঞ্চলটোৰ উন্নয়নৰ স্বাৰ্থত সকলো পক্ষ আগবাঢ়ি অহাটো প্ৰয়োজন বুলি বক্তাসকলে মত পোষণ কৰে। কাৰ্যসূচীৰ অন্তত উপস্থিত ৰাইজক ধন্যবাদ জ্ঞাপন কৰা হয়।	[359, 1052, 638, 1256]
horoscope-sign-row	[34, 840, 332, 912]
article-america	[359, 1269, 637, 1572]
article-fifteen	[359, 1572, 637, 1712]
headline: বিজেপিৰ প্ৰাৰ্থিত্বকেন্দ্ৰিক...	[86, 199, 280, 220]
horoscope-sign-row	[34, 1517, 332, 1589]
article-body: হিচাপে নিৰ্বাচিত হৈছে। তেওঁৰ নিৰ্বাচনত জিলাখনৰ শিক্ষানুৰাগী ৰাইজ আৰু ছাত্ৰ সমাজে সন্তোষ প্ৰকাশ কৰিছে। সভাত সৰ্বসন্মতিক্ৰমে কেইবাটাও গুৰুত্বপূৰ্ণ প্ৰস্তাৱ গ্ৰহণ কৰা হয়। অঞ্চলটোৰ উন্নয়নৰ স্বাৰ্থত সকলো পক্ষ আগবাঢ়ি অহাটো প্ৰয়োজন বুলি বক্তাসকলে মত পোষণ কৰে। কাৰ্যসূচীৰ অন্তত উপস্থিত ৰাইজক ধন্যবাদ জ্ঞাপন কৰা হয়। সভাত সৰ্বসন্মতিক্ৰমে কেইবাটাও গুৰুত্বপূৰ্ণ প্ৰস্তাৱ গ্ৰহণ কৰা হয়। অঞ্চলটোৰ উন্নয়নৰ স্বাৰ্থত সকলো পক্ষ আগবাঢ়ি অহাটো প্ৰয়োজন বুলি বক্তাসকলে মত পোষণ কৰে। কাৰ্যসূচীৰ অন্তত উপস্থিত ৰাইজক ধন্যবাদ জ্ঞাপন কৰা হয়।	[656, 196, 929, 326]
sagittarius-icon: ♐	[34, 1336, 64, 1366]
aries-icon: ♈	[34, 774, 64, 804]
article-kobi	[359, 1712, 637, 1896]
article-body: সেইদিনা অংশগ্ৰহণকাৰী কবিসকলক ফুলাম গামোচা, মানপত্ৰ আৰু গ্ৰন্থৰ টোপোলাৰে সম্বৰ্ধনা জনোৱা হয়। সভাত সৰ্বসন্মতিক্ৰমে কেইবাটাও গুৰুত্বপূৰ্ণ প্ৰস্তাৱ গ্ৰহণ কৰা হয়। অঞ্চলটোৰ উন্নয়নৰ স্বাৰ্থত সকলো পক্ষ আগবাঢ়ি অহাটো প্ৰয়োজন বুলি বক্তাসকলে মত পোষণ কৰে। কাৰ্যসূচীৰ অন্তত উপস্থিত ৰাইজক ধন্যবাদ জ্ঞাপন কৰা হয়। সভাত সৰ্বসন্মতিক্ৰমে কেইবাটাও গুৰুত্বপূৰ্ণ প্ৰস্তাৱ গ্ৰহণ কৰা হয়। অঞ্চলটোৰ উন্নয়নৰ স্বাৰ্থত সকলো পক্ষ আগবাঢ়ি অহাটো প্ৰয়োজন বুলি বক্তাসকলে মত পোষণ কৰে। কাৰ্যসূচীৰ অন্তত উপস্থিত ৰাইজক ধন্যবাদ জ্ঞাপন কৰা হয়।	[359, 1754, 637, 1883]
article-congress600	[359, 154, 637, 487]
masthead	[382, 27, 1102, 95]
page-number-box: ১১	[1388, 52, 1457, 95]
horoscope-sign-row	[34, 1258, 332, 1330]
continuation-block	[1237, 568, 1460, 967]
horoscope-sign-row	[34, 1186, 332, 1258]
horoscope-almanac: বৃহস্পতিবাৰ, ১২ মাৰ্চ ২০২৬, ২৭ ফাগুন ১৯৪৭ শক। তিথি— শুক্লা ত্ৰয়োদশী, দিনৰ ২.১৮ লৈ। নক্ষত্ৰ— মঘা, নিশা ১১.০৪ লৈ। চন্দ্ৰ— সিংহ ৰাশিত। শুভ মুহূৰ্ত— পুৱা ৯.১৫ৰ পৰা ১০.৪৫ লৈ। ৰাহুকাল— দিনৰ ১.৩০ৰ পৰা ৩.০০ লৈ।	[34, 703, 332, 766]
gemini-icon: ♊	[34, 919, 64, 949]
page-header	[24, 17, 1460, 149]
horoscope-sign-row	[34, 1402, 332, 1460]
horoscope-sign-row	[34, 768, 332, 840]
headline: ১৫টা সমষ্টিত প্ৰাৰ্থী...	[421, 1583, 576, 1604]
masthead-title: আঞ্চলিক	[622, 27, 862, 95]
article-body: নেতা-কৰ্মীয়ে আনুষ্ঠানিকভাৱে কংগ্ৰেছত যোগদান কৰে। যোগদান অনুষ্ঠানত ভাষণ দি জিলা সভাপতিয়ে কয় যে দলৰ শক্তি দিনক দিনে বৃদ্ধি পাইছে। অনুষ্ঠানত মুখ্য অতিথি হিচাপে উপস্থিত থাকি বিশিষ্ট শিক্ষাবিদগৰাকীয়ে কয় যে সমাজৰ সৰ্বাংগীণ উন্নয়নৰ বাবে সকলোৱে ঐক্যবদ্ধভাৱে কাম কৰাটো প্ৰয়োজন। নতুন প্ৰজন্মক সঠিক দিশত আগবঢ়াই নিয়াৰ দায়িত্ব সকলোৰে বুলিও তেওঁ মন্তব্য কৰে। ইয়াৰ পূৰ্বে পুৱা পতাকা উত্তোলনেৰে কাৰ্যসূচীৰ শুভাৰম্ভ হয়। তাৰ পাছত ছহিদ তৰ্পণ আৰু বৃক্ষৰোপণ কাৰ্যসূচী ৰূপায়ণ কৰা হয়। বিয়লি অনুষ্ঠিত মুকলি সভাত বিভিন্ন দিশ সামৰি বক্তাসকলে বক্তব্য আগবঢ়ায়। অনুষ্ঠানৰ শেষত শলাগৰ শৰাই আগবঢ়ায় আয়োজক সমিতিৰ সম্পাদকে। অনুষ্ঠানত মুখ্য অতিথি হিচাপে উপস্থিত থাকি বিশিষ্ট শিক্ষাবিদগৰাকীয়ে কয় যে সমাজৰ সৰ্বাংগীণ উন্নয়নৰ বাবে সকলোৱে ঐক্যবদ্ধভাৱে কাম কৰাটো প্ৰয়োজন। নতুন প্ৰজন্মক সঠিক দিশত আগবঢ়াই নিয়াৰ দায়িত্ব সকলোৰে বুলিও তেওঁ মন্তব্য কৰে। ইয়াৰ পূৰ্বে পুৱা পতাকা উত্তোলনেৰে কাৰ্যসূচীৰ শুভাৰম্ভ হয়। তাৰ পাছত ছহিদ তৰ্পণ আৰু বৃক্ষৰোপণ কাৰ্যসূচী ৰূপায়ণ কৰা হয়। বিয়লি অনুষ্ঠিত মুকলি সভাত বিভিন্ন দিশ সামৰি বক্তাসকলে বক্তব্য আগবঢ়ায়। অনুষ্ঠানৰ শেষত শলাগৰ শৰাই আগবঢ়ায় আয়োজক সমিতিৰ সম্পাদকে।	[359, 196, 637, 474]
sign-text: মেষ ঃ কৰ্মক্ষেত্ৰত উন্নতিৰ যোগ আছে। নতুন কামত হাত দিব পাৰে। আৰ্থিক দিশত সতৰ্ক হোৱা ভাল। পৰিয়ালৰ সৈতে সুখেৰে সময় পাৰ হ'ব। স্বাস্থ্যৰ প্ৰতি বিশেষ যত্ন লওক। শুভ ৰং— ৰঙা। শুভ সংখ্যা— ৯।	[72, 775, 332, 831]
headline: অভিযুক্ত মহিলাসহ...	[1007, 366, 1159, 387]
column-1	[24, 154, 351, 2451]
column-5	[1228, 154, 1460, 2451]
article-body: হিচাপে প্ৰক্ষেপণ কৰা হৈছে বুলি দলীয় সূত্ৰত প্ৰকাশ। প্ৰাৰ্থিত্বক কেন্দ্ৰ কৰি দলটোৰ ভিতৰচ'ৰাত তীব্ৰ অসন্তোষে দেখা দিয়াৰ লগতে কেইবাটাও সমষ্টিত ক্ষোভৰ বহিঃপ্ৰকাশ ঘটিছে। উল্লেখ্য যে আগন্তুক বিধানসভা নিৰ্বাচনক কেন্দ্ৰ কৰি ৰাজ্যৰ ৰাজনৈতিক মহলত ব্যাপক তৎপৰতা পৰিলক্ষিত হৈছে। আজি গুৱাহাটীত অনুষ্ঠিত এখন সংবাদমেলত দলৰ জ্যেষ্ঠ নেতাসকলে এই কথা সদৰী কৰে। দলীয় সূত্ৰই জনোৱা মতে অহা সপ্তাহৰ ভিতৰতে প্ৰাৰ্থীৰ চূড়ান্ত তালিকা ঘোষণা কৰা হ'ব। ইফালে জিলা প্ৰশাসনে নিৰ্বাচনৰ বাবে সকলো প্ৰস্তুতি সম্পূৰ্ণ কৰি তোলা বুলি জানিব পৰা গৈছে। যোৱা কেইদিনত ৰাজ্যৰ বিভিন্ন প্ৰান্তত এই সন্দৰ্ভত তীব্ৰ প্ৰতিক্ৰিয়াৰ সৃষ্টি হৈছিল। স্থানীয় ৰাইজে পদক্ষেপক আদৰণি জনোৱাৰ লগতে ইয়াৰ সুফল পোৱা যাব বুলি আশা প্ৰকাশ কৰিছে। ৰাইজৰ স্বাৰ্থত প্ৰয়োজনীয় সকলো ব্যৱস্থা গ্ৰহণ কৰা হ'ব বুলি নেতৃত্বই আশ্বাস দিয়ে। উল্লেখ্য যে আগন্তুক বিধানসভা নিৰ্বাচনক কেন্দ্ৰ কৰি ৰাজ্যৰ ৰাজনৈতিক মহলত ব্যাপক তৎপৰতা পৰিলক্ষিত হৈছে। আজি গুৱাহাটীত অনুষ্ঠিত এখন সংবাদমেলত দলৰ জ্যেষ্ঠ নেতাসকলে এই কথা সদৰী কৰে। দলীয় সূত্ৰই জনোৱা মতে অহা সপ্তাহৰ ভিতৰতে প্ৰাৰ্থীৰ চূড়ান্ত তালিকা ঘোষণা কৰা হ'ব। ইফালে জিলা প্ৰশাসনে নিৰ্বাচনৰ বাবে সকলো প্ৰস্তুতি সম্পূৰ্ণ কৰি তোলা বুলি জানিব পৰা গৈছে। যোৱা কেইদিনত ৰাজ্যৰ বিভিন্ন প্ৰান্তত এই সন্দৰ্ভত তীব্ৰ প্ৰতিক্ৰিয়াৰ সৃষ্টি হৈছিল। স্থানীয় ৰাইজে পদক্ষেপক আদৰণি জনোৱাৰ লগতে ইয়াৰ সুফল পোৱা যাব বুলি আশা প্ৰকাশ কৰিছে। ৰাইজৰ স্বাৰ্থত প্ৰয়োজনীয় সকলো ব্যৱস্থা গ্ৰহণ কৰা হ'ব বুলি নেতৃত্বই আশ্বাস দিয়ে। অনুষ্ঠানত মুখ্য অতিথি হিচাপে উপস্থিত থাকি বিশিষ্ট শিক্ষাবিদগৰাকীয়ে কয় যে সমাজৰ সৰ্বাংগীণ উন্নয়নৰ বাবে সকলোৱে ঐক্যবদ্ধভাৱে কাম কৰাটো প্ৰয়োজন। নতুন প্ৰজন্মক সঠিক দিশত আগবঢ়াই নিয়াৰ দায়িত্ব সকলোৰে বুলিও তেওঁ মন্তব্য কৰে। ইয়াৰ পূৰ্বে পুৱা পতাকা উত্তোলনেৰে কাৰ্যসূচীৰ শুভাৰম্ভ হয়। তাৰ পাছত ছহিদ তৰ্পণ আৰু বৃক্ষৰোপণ কাৰ্যসূচী ৰূপায়ণ কৰা হয়। বিয়লি অনুষ্ঠিত মুকলি সভাত বিভিন্ন দিশ সামৰি বক্তাসকলে বক্তব্য আগবঢ়ায়। অনুষ্ঠানৰ শেষত শলাগৰ শৰাই আগবঢ়ায় আয়োজক সমিতিৰ সম্পাদকে।	[24, 229, 342, 639]
sign-text: কন্যা ঃ বিদ্যাৰ্থীসকলৰ বাবে শুভ দিন। নতুন পৰিকল্পনা ৰূপায়ণৰ বাবে অনুকূল সময়। ব্যৱসায়ত লাভৰ সম্ভাৱনা আছে। অনাহক খৰচ বৃদ্ধি পাব পাৰে। শুভ ৰং— মুগা। শুভ সংখ্যা— ৫।	[72, 1136, 332, 1177]
article-samaj	[359, 1010, 637, 1269]
masthead-ornament-left-icon	[382, 54, 609, 68]
continuation-body: কৰা হ'ব বুলি সভাত সিদ্ধান্ত গ্ৰহণ কৰা হয়। উল্লেখ্য যে আগন্তুক বিধানসভা নিৰ্বাচনক কেন্দ্ৰ কৰি ৰাজ্যৰ ৰাজনৈতিক মহলত ব্যাপক তৎপৰতা পৰিলক্ষিত হৈছে। আজি গুৱাহাটীত অনুষ্ঠিত এখন সংবাদমেলত দলৰ জ্যেষ্ঠ নেতাসকলে এই কথা সদৰী কৰে। দলীয় সূত্ৰই জনোৱা মতে অহা সপ্তাহৰ ভিতৰতে প্ৰাৰ্থীৰ চূড়ান্ত তালিকা ঘোষণা কৰা হ'ব। ইফালে জিলা প্ৰশাসনে নিৰ্বাচনৰ বাবে সকলো প্ৰস্তুতি সম্পূৰ্ণ কৰি তোলা বুলি জানিব পৰা গৈছে। যোৱা কেইদিনত ৰাজ্যৰ বিভিন্ন প্ৰান্তত এই সন্দৰ্ভত তীব্ৰ প্ৰতিক্ৰিয়াৰ সৃষ্টি হৈছিল। স্থানীয় ৰাইজে পদক্ষেপক আদৰণি জনোৱাৰ লগতে ইয়াৰ সুফল পোৱা যাব বুলি আশা প্ৰকাশ কৰিছে। ৰাইজৰ স্বাৰ্থত প্ৰয়োজনীয় সকলো ব্যৱস্থা গ্ৰহণ কৰা হ'ব বুলি নেতৃত্বই আশ্বাস দিয়ে। উল্লেখ্য যে আগন্তুক বিধানসভা নিৰ্বাচনক কেন্দ্ৰ কৰি ৰাজ্যৰ ৰাজনৈতিক মহলত ব্যাপক তৎপৰতা পৰিলক্ষিত হৈছে। আজি গুৱাহাটীত অনুষ্ঠিত এখন সংবাদমেলত দলৰ জ্যেষ্ঠ নেতাসকলে এই কথা সদৰী কৰে। দলীয় সূত্ৰই জনোৱা মতে অহা সপ্তাহৰ ভিতৰতে প্ৰাৰ্থীৰ চূড়ান্ত তালিকা ঘোষণা কৰা হ'ব। ইফালে জিলা প্ৰশাসনে নিৰ্বাচনৰ বাবে সকলো প্ৰস্তুতি সম্পূৰ্ণ কৰি তোলা বুলি জানিব পৰা গৈছে। যোৱা কেইদিনত ৰাজ্যৰ বিভিন্ন প্ৰান্তত এই সন্দৰ্ভত তীব্ৰ প্ৰতিক্ৰিয়াৰ সৃষ্টি হৈছিল। স্থানীয় ৰাইজে পদক্ষেপক আদৰণি জনোৱাৰ লগতে ইয়াৰ সুফল পোৱা যাব বুলি আশা প্ৰকাশ কৰিছে। ৰাইজৰ স্বাৰ্থত প্ৰয়োজনীয় সকলো ব্যৱস্থা গ্ৰহণ কৰা হ'ব বুলি নেতৃত্বই আশ্বাস দিয়ে।	[1237, 161, 1460, 556]
column-grid	[24, 154, 1460, 2451]
headline: ১৪ মাৰ্চৰ পৰা মৰাণ...	[714, 351, 871, 372]
sign-text: বৃষ ঃ ব্যৱসায়ত লাভৰ সম্ভাৱনা আছে। দূৰ ঠাইৰ পৰা সুখবৰ পাব পাৰে। অনাহক বিবাদত নোসোমোৱাই মংগল। বিদ্যাৰ্থীসকলৰ বাবে দিনটো শুভ। সন্ধিয়াৰ পাছত মনত কিছু অস্থিৰতা থাকিব পাৰে। শুভ ৰং— বগা। শুভ সংখ্যা— ৬।	[72, 847, 332, 903]
aquarius-icon: ♒	[34, 1466, 64, 1496]
headline: বড়ো ৰাইজে ভোট...	[718, 1258, 867, 1279]
masthead-ornament-right-icon	[875, 54, 1102, 68]
headline: খানাপাৰাত ৰাষ্ট্ৰীয় ট্ৰেড...	[699, 1664, 886, 1685]
capricorn-icon: ♑	[34, 1409, 64, 1438]
cancer-icon: ♋	[34, 990, 64, 1020]
sign-text: তুলা ঃ আত্মীয়ৰ পৰা সহায় লাভ হ'ব। কৰ্মক্ষেত্ৰত প্ৰশংসা পাব। ভ্ৰমণৰ যোগ আছে, সাৱধানে যাত্ৰা কৰক। আৰ্থিক দিশ মধ্যম। সন্ধিয়াৰ পাছত বিশ্ৰাম লওক। শুভ ৰং— নীলা। শুভ সংখ্যা— ৬।	[72, 1193, 332, 1249]
leo-icon: ♌	[34, 1062, 64, 1092]
horoscope-sign-row	[34, 912, 332, 984]
astrologer-block	[34, 2373, 332, 2443]
article-guru	[948, 154, 1219, 353]
headline: আধ্যাত্মিক গুৰু পীৰে...	[997, 166, 1169, 187]
article-president	[948, 1084, 1219, 1446]
header-left	[27, 22, 382, 112]
